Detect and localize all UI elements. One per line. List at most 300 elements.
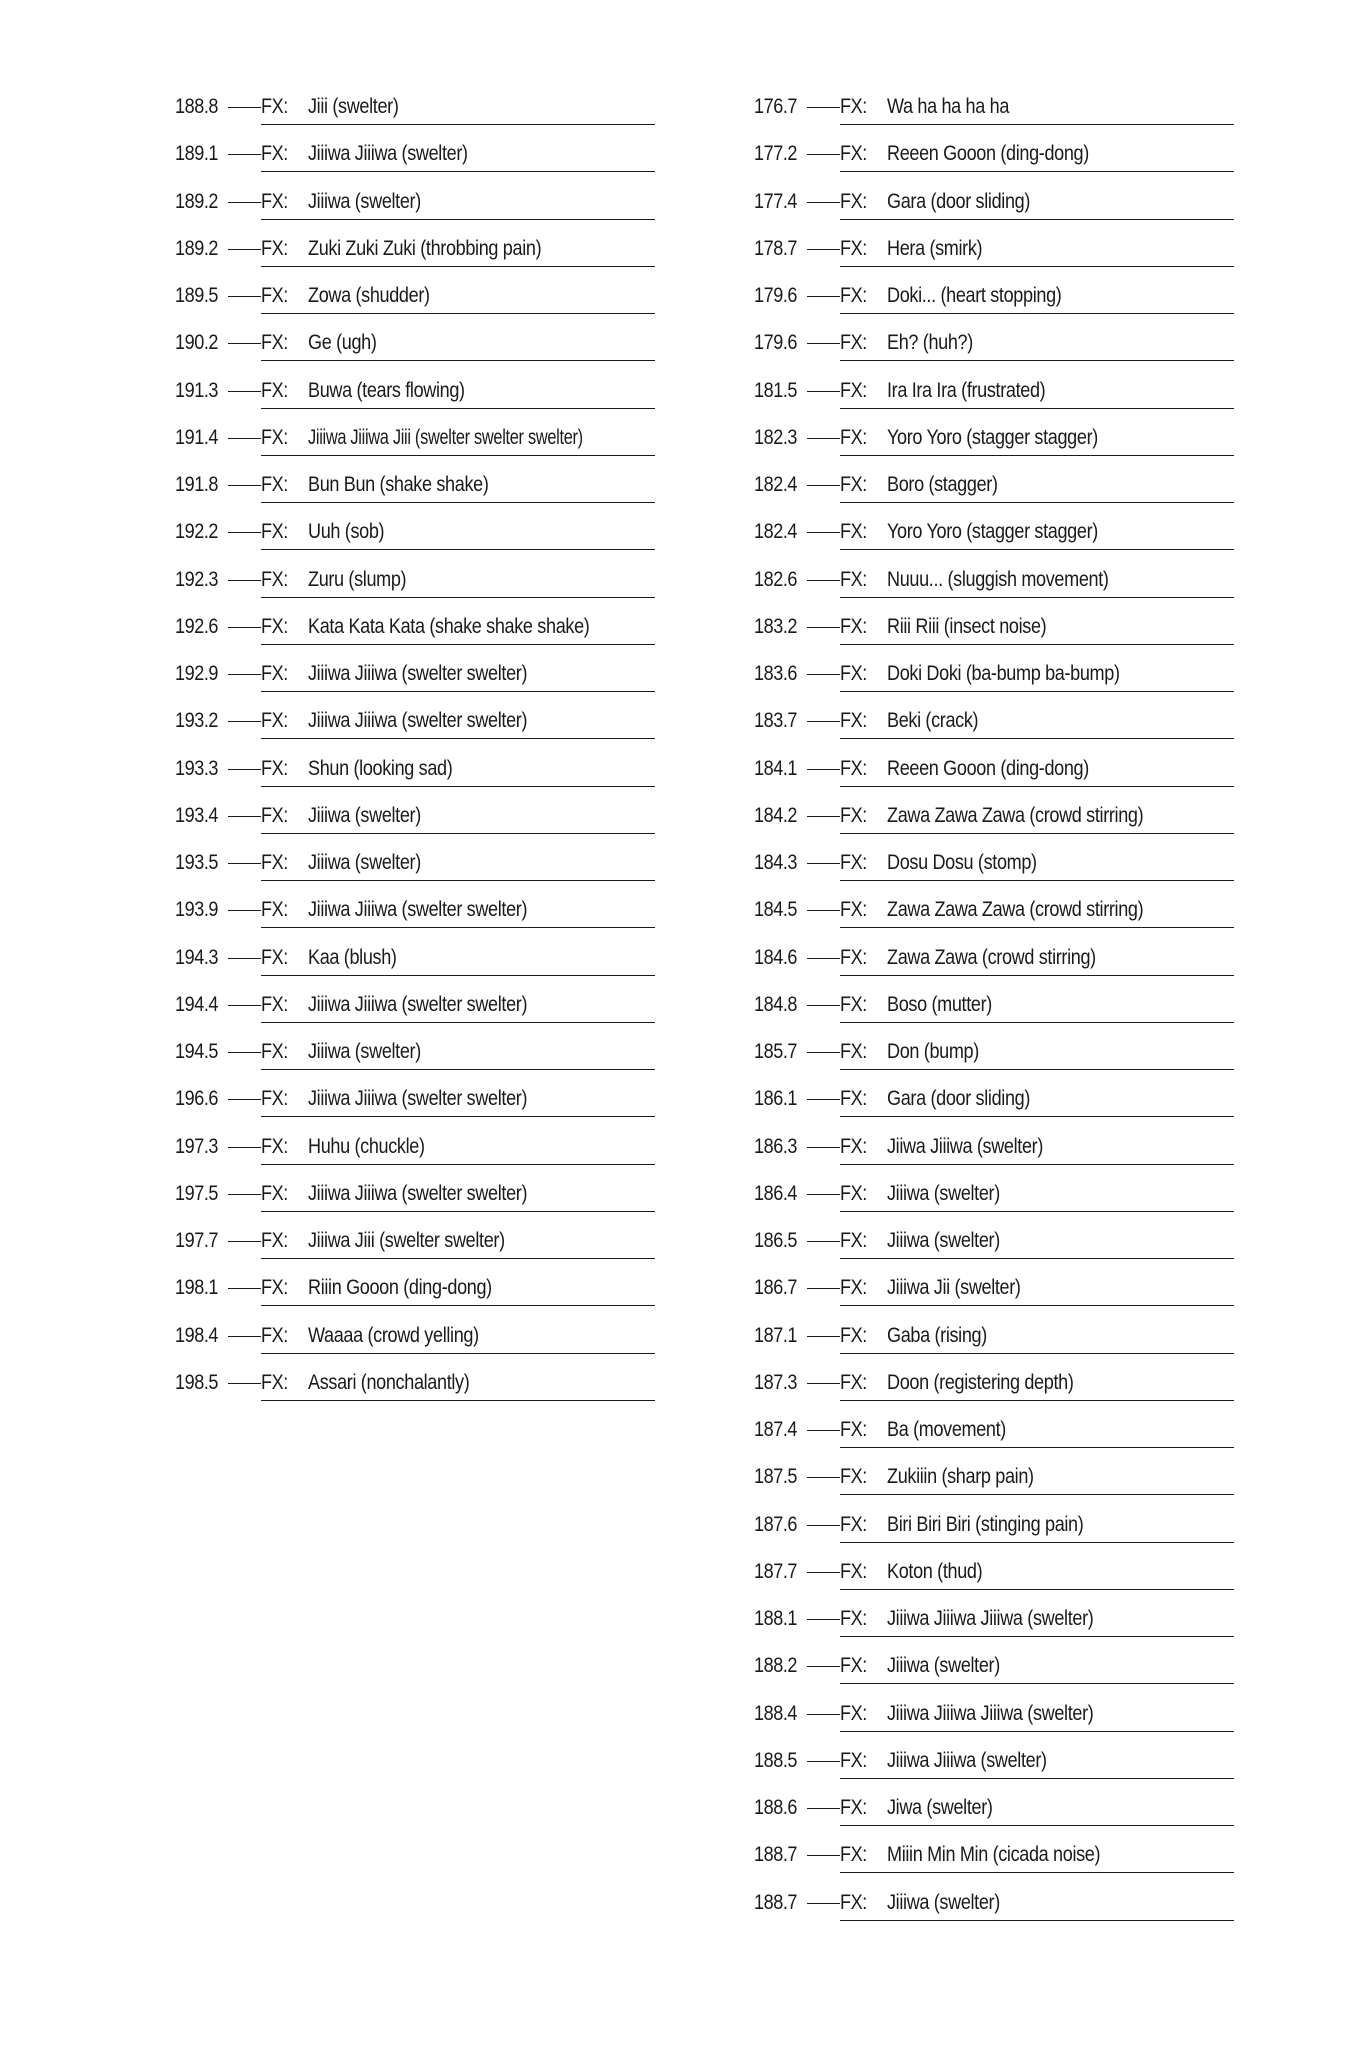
fx-label: FX: xyxy=(840,992,867,1016)
leader-dash xyxy=(228,485,261,486)
fx-list-right-column xyxy=(754,85,1234,1928)
fx-label: FX: xyxy=(261,95,288,118)
leader-dash xyxy=(807,1288,840,1289)
fx-label: FX: xyxy=(261,898,288,922)
page-panel-number: 192.9 xyxy=(175,662,219,685)
fx-translation: Waaaa (crowd yelling) xyxy=(308,1323,479,1347)
fx-entry xyxy=(754,1833,1234,1880)
page-panel-number: 187.4 xyxy=(754,1418,798,1441)
fx-translation: Zuru (slump) xyxy=(308,567,407,591)
leader-dash xyxy=(228,910,261,911)
leader-dash xyxy=(807,1430,840,1431)
leader-dash xyxy=(228,1194,261,1195)
entry-underline xyxy=(840,502,1234,503)
fx-entry xyxy=(175,983,655,1030)
leader-dash xyxy=(807,343,840,344)
entry-underline xyxy=(261,1211,655,1212)
fx-translation: Jiiiwa Jiiiwa (swelter) xyxy=(308,142,468,166)
page-panel-number: 191.4 xyxy=(175,425,219,449)
fx-label: FX: xyxy=(261,1134,288,1158)
entry-underline xyxy=(840,1494,1234,1495)
leader-dash xyxy=(807,1194,840,1195)
leader-dash xyxy=(228,296,261,297)
leader-dash xyxy=(228,674,261,675)
fx-label: FX: xyxy=(261,803,288,827)
leader-dash xyxy=(807,202,840,203)
fx-label: FX: xyxy=(261,709,288,733)
leader-dash xyxy=(228,863,261,864)
entry-underline xyxy=(840,738,1234,739)
fx-translation: Jiiiwa (swelter) xyxy=(308,1040,421,1063)
entry-underline xyxy=(840,408,1234,409)
leader-dash xyxy=(807,1572,840,1573)
entry-underline xyxy=(261,1400,655,1401)
entry-underline xyxy=(840,597,1234,598)
leader-dash xyxy=(228,1099,261,1100)
fx-translation: Doon (registering depth) xyxy=(887,1370,1074,1394)
page-panel-number: 187.7 xyxy=(754,1559,798,1583)
fx-entry xyxy=(754,510,1234,557)
fx-translation: Dosu Dosu (stomp) xyxy=(887,851,1037,874)
leader-dash xyxy=(807,1383,840,1384)
fx-translation: Jiiiwa Jiiiwa (swelter swelter) xyxy=(308,898,528,922)
fx-translation: Don (bump) xyxy=(887,1040,979,1063)
page-panel-number: 182.6 xyxy=(754,567,798,591)
fx-translation: Zowa (shudder) xyxy=(308,284,430,307)
fx-label: FX: xyxy=(840,945,867,969)
fx-entry xyxy=(754,1786,1234,1833)
fx-entry xyxy=(175,936,655,983)
page-panel-number: 188.5 xyxy=(754,1748,798,1772)
fx-translation: Nuuu... (sluggish movement) xyxy=(887,567,1109,591)
fx-translation: Jiiiwa (swelter) xyxy=(887,1890,1000,1914)
fx-label: FX: xyxy=(840,1654,867,1678)
fx-translation: Reeen Gooon (ding-dong) xyxy=(887,756,1089,780)
fx-entry xyxy=(175,1030,655,1077)
fx-translation: Zuki Zuki Zuki (throbbing pain) xyxy=(308,236,542,260)
leader-dash xyxy=(228,391,261,392)
leader-dash xyxy=(228,1383,261,1384)
fx-label: FX: xyxy=(840,662,867,685)
fx-translation: Jiiiwa Jiiiwa Jiiiwa (swelter) xyxy=(887,1607,1094,1630)
entry-underline xyxy=(840,313,1234,314)
fx-translation: Assari (nonchalantly) xyxy=(308,1370,470,1394)
fx-entry xyxy=(175,1077,655,1124)
entry-underline xyxy=(840,786,1234,787)
fx-translation: Ba (movement) xyxy=(887,1418,1006,1441)
fx-entry xyxy=(175,652,655,699)
fx-entry xyxy=(175,841,655,888)
page-panel-number: 178.7 xyxy=(754,236,798,260)
leader-dash xyxy=(807,1855,840,1856)
fx-label: FX: xyxy=(261,1276,288,1300)
entry-underline xyxy=(840,1353,1234,1354)
page-panel-number: 186.4 xyxy=(754,1181,798,1205)
fx-translation: Jiiiwa Jiiiwa (swelter swelter) xyxy=(308,709,528,733)
fx-label: FX: xyxy=(840,1181,867,1205)
fx-entry xyxy=(754,794,1234,841)
page-panel-number: 188.6 xyxy=(754,1796,798,1819)
entry-underline xyxy=(840,833,1234,834)
fx-entry xyxy=(754,1408,1234,1455)
fx-entry xyxy=(754,1314,1234,1361)
fx-entry xyxy=(754,85,1234,132)
fx-label: FX: xyxy=(840,425,867,449)
entry-underline xyxy=(840,219,1234,220)
entry-underline xyxy=(261,597,655,598)
fx-entry xyxy=(754,1597,1234,1644)
page-panel-number: 184.5 xyxy=(754,898,798,922)
leader-dash xyxy=(807,438,840,439)
fx-label: FX: xyxy=(840,1276,867,1300)
fx-label: FX: xyxy=(840,709,867,733)
entry-underline xyxy=(261,408,655,409)
page-panel-number: 186.3 xyxy=(754,1134,798,1158)
fx-entry xyxy=(754,1030,1234,1077)
fx-label: FX: xyxy=(840,1323,867,1347)
leader-dash xyxy=(807,1336,840,1337)
fx-translation: Buwa (tears flowing) xyxy=(308,378,465,402)
fx-entry xyxy=(175,605,655,652)
leader-dash xyxy=(807,1477,840,1478)
leader-dash xyxy=(807,532,840,533)
entry-underline xyxy=(261,691,655,692)
page-panel-number: 188.2 xyxy=(754,1654,798,1678)
leader-dash xyxy=(807,1099,840,1100)
leader-dash xyxy=(228,1052,261,1053)
entry-underline xyxy=(261,1069,655,1070)
leader-dash xyxy=(228,343,261,344)
fx-label: FX: xyxy=(840,1418,867,1441)
leader-dash xyxy=(807,1052,840,1053)
fx-translation: Beki (crack) xyxy=(887,709,979,733)
leader-dash xyxy=(807,485,840,486)
fx-entry xyxy=(175,699,655,746)
entry-underline xyxy=(840,880,1234,881)
fx-translation: Yoro Yoro (stagger stagger) xyxy=(887,520,1098,544)
fx-entry xyxy=(754,369,1234,416)
page-panel-number: 182.4 xyxy=(754,520,798,544)
fx-label: FX: xyxy=(840,378,867,402)
entry-underline xyxy=(261,219,655,220)
fx-label: FX: xyxy=(261,1370,288,1394)
fx-label: FX: xyxy=(840,1796,867,1819)
page-panel-number: 186.7 xyxy=(754,1276,798,1300)
fx-label: FX: xyxy=(261,473,288,496)
fx-label: FX: xyxy=(261,1181,288,1205)
page-panel-number: 197.3 xyxy=(175,1134,219,1158)
leader-dash xyxy=(807,1241,840,1242)
fx-translation: Shun (looking sad) xyxy=(308,756,453,780)
fx-label: FX: xyxy=(840,1607,867,1630)
fx-entry xyxy=(754,132,1234,179)
fx-label: FX: xyxy=(840,1087,867,1111)
fx-label: FX: xyxy=(261,331,288,355)
fx-label: FX: xyxy=(261,284,288,307)
page-panel-number: 187.6 xyxy=(754,1512,798,1536)
entry-underline xyxy=(261,644,655,645)
fx-entry xyxy=(175,1361,655,1408)
fx-label: FX: xyxy=(840,284,867,307)
entry-underline xyxy=(261,975,655,976)
leader-dash xyxy=(807,627,840,628)
leader-dash xyxy=(807,958,840,959)
entry-underline xyxy=(261,1258,655,1259)
entry-underline xyxy=(840,1825,1234,1826)
leader-dash xyxy=(228,154,261,155)
fx-entry xyxy=(754,274,1234,321)
page-panel-number: 177.4 xyxy=(754,189,798,213)
page-panel-number: 183.7 xyxy=(754,709,798,733)
fx-label: FX: xyxy=(840,851,867,874)
page-panel-number: 184.8 xyxy=(754,992,798,1016)
fx-translation: Kaa (blush) xyxy=(308,945,397,969)
fx-label: FX: xyxy=(840,756,867,780)
page-panel-number: 188.7 xyxy=(754,1890,798,1914)
fx-label: FX: xyxy=(261,425,288,449)
leader-dash xyxy=(807,1619,840,1620)
fx-label: FX: xyxy=(261,236,288,260)
entry-underline xyxy=(840,1258,1234,1259)
leader-dash xyxy=(228,627,261,628)
fx-label: FX: xyxy=(261,1087,288,1111)
fx-label: FX: xyxy=(840,1512,867,1536)
fx-entry xyxy=(175,227,655,274)
fx-label: FX: xyxy=(840,803,867,827)
page-panel-number: 193.2 xyxy=(175,709,219,733)
fx-entry xyxy=(754,1881,1234,1928)
fx-translation: Bun Bun (shake shake) xyxy=(308,473,489,496)
page-panel-number: 193.4 xyxy=(175,803,219,827)
fx-entry xyxy=(175,510,655,557)
fx-entry xyxy=(175,1219,655,1266)
fx-translation: Riii Riii (insect noise) xyxy=(887,614,1047,638)
page-panel-number: 179.6 xyxy=(754,284,798,307)
leader-dash xyxy=(807,674,840,675)
fx-label: FX: xyxy=(840,1890,867,1914)
fx-translation: Miiin Min Min (cicada noise) xyxy=(887,1843,1101,1867)
leader-dash xyxy=(807,863,840,864)
entry-underline xyxy=(261,266,655,267)
fx-label: FX: xyxy=(840,189,867,213)
fx-translation: Jiiiwa Jiiiwa Jiiiwa (swelter) xyxy=(887,1701,1094,1725)
fx-entry xyxy=(175,180,655,227)
leader-dash xyxy=(807,296,840,297)
leader-dash xyxy=(228,202,261,203)
fx-label: FX: xyxy=(840,236,867,260)
fx-label: FX: xyxy=(261,992,288,1016)
page-panel-number: 193.3 xyxy=(175,756,219,780)
entry-underline xyxy=(840,1022,1234,1023)
entry-underline xyxy=(840,1778,1234,1779)
fx-label: FX: xyxy=(840,473,867,496)
page-panel-number: 184.3 xyxy=(754,851,798,874)
fx-translation: Jiiiwa (swelter) xyxy=(308,851,421,874)
leader-dash xyxy=(807,1525,840,1526)
page-panel-number: 191.3 xyxy=(175,378,219,402)
page-panel-number: 183.6 xyxy=(754,662,798,685)
fx-entry xyxy=(754,888,1234,935)
leader-dash xyxy=(807,391,840,392)
fx-label: FX: xyxy=(261,756,288,780)
leader-dash xyxy=(228,1336,261,1337)
leader-dash xyxy=(807,721,840,722)
fx-translation: Riiin Gooon (ding-dong) xyxy=(308,1276,492,1300)
fx-translation: Koton (thud) xyxy=(887,1559,983,1583)
fx-entry xyxy=(754,1172,1234,1219)
page-panel-number: 187.1 xyxy=(754,1323,798,1347)
fx-label: FX: xyxy=(261,189,288,213)
fx-label: FX: xyxy=(840,1559,867,1583)
page-panel-number: 189.5 xyxy=(175,284,219,307)
leader-dash xyxy=(807,1147,840,1148)
fx-label: FX: xyxy=(261,614,288,638)
entry-underline xyxy=(840,360,1234,361)
fx-label: FX: xyxy=(840,1370,867,1394)
fx-entry xyxy=(175,794,655,841)
fx-entry xyxy=(754,983,1234,1030)
page-panel-number: 197.7 xyxy=(175,1229,219,1252)
entry-underline xyxy=(840,266,1234,267)
fx-entry xyxy=(175,558,655,605)
fx-entry xyxy=(175,1266,655,1313)
leader-dash xyxy=(807,769,840,770)
fx-translation: Jiii (swelter) xyxy=(308,95,399,118)
fx-entry xyxy=(754,558,1234,605)
fx-entry xyxy=(175,747,655,794)
fx-entry xyxy=(175,321,655,368)
entry-underline xyxy=(840,1731,1234,1732)
page-panel-number: 194.4 xyxy=(175,992,219,1016)
fx-translation: Doki... (heart stopping) xyxy=(887,284,1062,307)
page-panel-number: 182.4 xyxy=(754,473,798,496)
leader-dash xyxy=(807,816,840,817)
fx-label: FX: xyxy=(840,520,867,544)
leader-dash xyxy=(807,249,840,250)
leader-dash xyxy=(228,1288,261,1289)
leader-dash xyxy=(807,1714,840,1715)
fx-entry xyxy=(754,463,1234,510)
fx-label: FX: xyxy=(840,95,867,118)
entry-underline xyxy=(261,124,655,125)
fx-label: FX: xyxy=(840,331,867,355)
fx-translation: Jiiiwa Jiii (swelter swelter) xyxy=(308,1229,505,1252)
entry-underline xyxy=(840,549,1234,550)
entry-underline xyxy=(261,313,655,314)
entry-underline xyxy=(261,1353,655,1354)
entry-underline xyxy=(840,171,1234,172)
fx-label: FX: xyxy=(840,1465,867,1489)
leader-dash xyxy=(228,769,261,770)
fx-entry xyxy=(754,180,1234,227)
fx-entry xyxy=(754,1644,1234,1691)
fx-entry xyxy=(754,699,1234,746)
entry-underline xyxy=(261,1116,655,1117)
fx-label: FX: xyxy=(840,614,867,638)
fx-translation: Jiiiwa (swelter) xyxy=(308,189,421,213)
fx-label: FX: xyxy=(840,567,867,591)
leader-dash xyxy=(807,1005,840,1006)
entry-underline xyxy=(261,1305,655,1306)
fx-label: FX: xyxy=(261,1229,288,1252)
fx-translation: Hera (smirk) xyxy=(887,236,983,260)
entry-underline xyxy=(840,1447,1234,1448)
page-panel-number: 189.1 xyxy=(175,142,219,166)
fx-label: FX: xyxy=(840,898,867,922)
fx-translation: Reeen Gooon (ding-dong) xyxy=(887,142,1089,166)
leader-dash xyxy=(228,721,261,722)
entry-underline xyxy=(840,124,1234,125)
fx-entry xyxy=(754,1455,1234,1502)
fx-translation: Yoro Yoro (stagger stagger) xyxy=(887,425,1098,449)
entry-underline xyxy=(261,786,655,787)
leader-dash xyxy=(228,580,261,581)
page-panel-number: 183.2 xyxy=(754,614,798,638)
page-panel-number: 189.2 xyxy=(175,189,219,213)
page-panel-number: 187.3 xyxy=(754,1370,798,1394)
entry-underline xyxy=(261,833,655,834)
fx-entry xyxy=(175,85,655,132)
fx-translation: Biri Biri Biri (stinging pain) xyxy=(887,1512,1084,1536)
fx-translation: Boso (mutter) xyxy=(887,992,992,1016)
page-panel-number: 193.9 xyxy=(175,898,219,922)
fx-translation: Wa ha ha ha ha xyxy=(887,95,1010,118)
page-panel-number: 188.4 xyxy=(754,1701,798,1725)
fx-entry xyxy=(175,274,655,321)
entry-underline xyxy=(261,549,655,550)
page-panel-number: 177.2 xyxy=(754,142,798,166)
fx-entry xyxy=(754,652,1234,699)
entry-underline xyxy=(840,1069,1234,1070)
leader-dash xyxy=(807,154,840,155)
fx-entry xyxy=(754,747,1234,794)
entry-underline xyxy=(840,455,1234,456)
page-panel-number: 179.6 xyxy=(754,331,798,355)
fx-entry xyxy=(175,416,655,463)
fx-entry xyxy=(754,1077,1234,1124)
page-panel-number: 186.1 xyxy=(754,1087,798,1111)
entry-underline xyxy=(840,1211,1234,1212)
fx-entry xyxy=(175,463,655,510)
entry-underline xyxy=(840,1589,1234,1590)
leader-dash xyxy=(807,1761,840,1762)
entry-underline xyxy=(840,927,1234,928)
fx-entry xyxy=(754,841,1234,888)
entry-underline xyxy=(840,1305,1234,1306)
leader-dash xyxy=(228,1005,261,1006)
entry-underline xyxy=(261,1022,655,1023)
fx-entry xyxy=(754,605,1234,652)
leader-dash xyxy=(807,1903,840,1904)
entry-underline xyxy=(840,1920,1234,1921)
fx-translation: Kata Kata Kata (shake shake shake) xyxy=(308,614,590,638)
leader-dash xyxy=(228,958,261,959)
fx-translation: Jiiiwa Jii (swelter) xyxy=(887,1276,1021,1300)
fx-entry xyxy=(175,132,655,179)
fx-entry xyxy=(175,888,655,935)
fx-label: FX: xyxy=(261,1040,288,1063)
entry-underline xyxy=(840,1683,1234,1684)
leader-dash xyxy=(807,107,840,108)
fx-translation: Huhu (chuckle) xyxy=(308,1134,425,1158)
page-panel-number: 197.5 xyxy=(175,1181,219,1205)
fx-label: FX: xyxy=(840,1701,867,1725)
page-panel-number: 198.1 xyxy=(175,1276,219,1300)
fx-entry xyxy=(754,321,1234,368)
fx-entry xyxy=(754,1219,1234,1266)
page-panel-number: 194.5 xyxy=(175,1040,219,1063)
page-panel-number: 188.8 xyxy=(175,95,219,118)
